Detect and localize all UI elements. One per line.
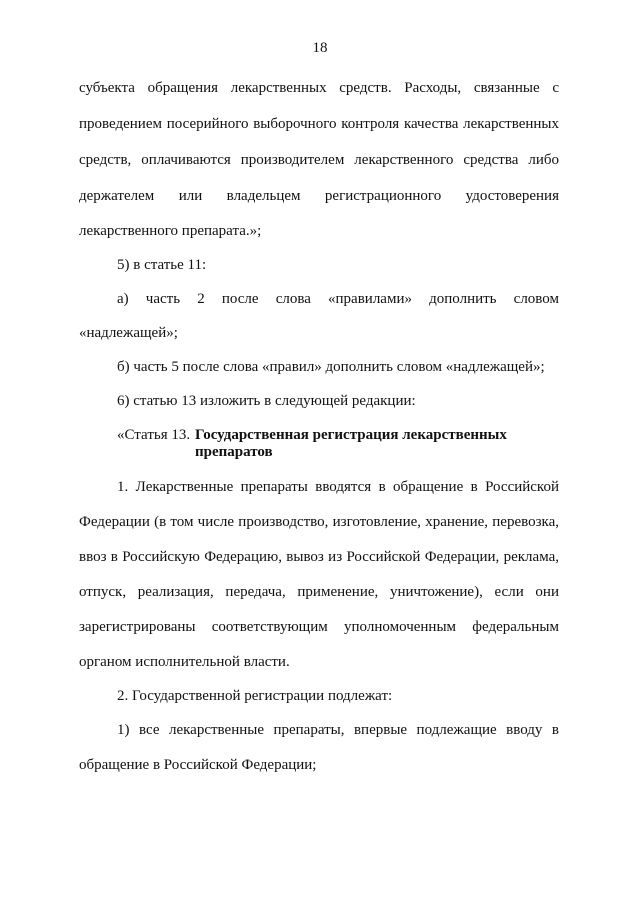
- text-line: Федерации (в том числе производство, изготовление, хранение, перевозка,: [79, 514, 559, 530]
- text-line: проведением посерийного выборочного контроля качества лекарственных: [79, 116, 559, 132]
- text-line: зарегистрированы соответствующим уполномоченным федеральным: [79, 619, 559, 635]
- text-line: отпуск, реализация, передача, применение, уничтожение), если они: [79, 584, 559, 600]
- text-line: ввоз в Российскую Федерацию, вывоз из Российской Федерации, реклама,: [79, 549, 559, 565]
- text-line: 6) статью 13 изложить в следующей редакции:: [117, 393, 416, 409]
- text-line: органом исполнительной власти.: [79, 654, 290, 670]
- text-line: лекарственного препарата.»;: [79, 223, 262, 239]
- text-line: 1. Лекарственные препараты вводятся в обращение в Российской: [117, 479, 559, 495]
- article-title: Государственная регистрация лекарственных препаратов: [195, 427, 507, 460]
- text-line: средств, оплачиваются производителем лекарственного средства либо: [79, 152, 559, 168]
- text-line: 2. Государственной регистрации подлежат:: [117, 688, 393, 704]
- text-line: «надлежащей»;: [79, 325, 178, 341]
- text-line: субъекта обращения лекарственных средств. Расходы, связанные с: [79, 80, 559, 96]
- text-line: 5) в статье 11:: [117, 257, 207, 273]
- text-line: б) часть 5 после слова «правил» дополнить словом «надлежащей»;: [117, 359, 545, 375]
- article-label: «Статья 13.: [117, 427, 191, 443]
- page-number: 18: [312, 40, 328, 56]
- text-line: 1) все лекарственные препараты, впервые подлежащие вводу в: [117, 722, 559, 738]
- text-line: держателем или владельцем регистрационного удостоверения: [79, 188, 559, 204]
- text-line: а) часть 2 после слова «правилами» дополнить словом: [117, 291, 559, 307]
- text-line: обращение в Российской Федерации;: [79, 757, 317, 773]
